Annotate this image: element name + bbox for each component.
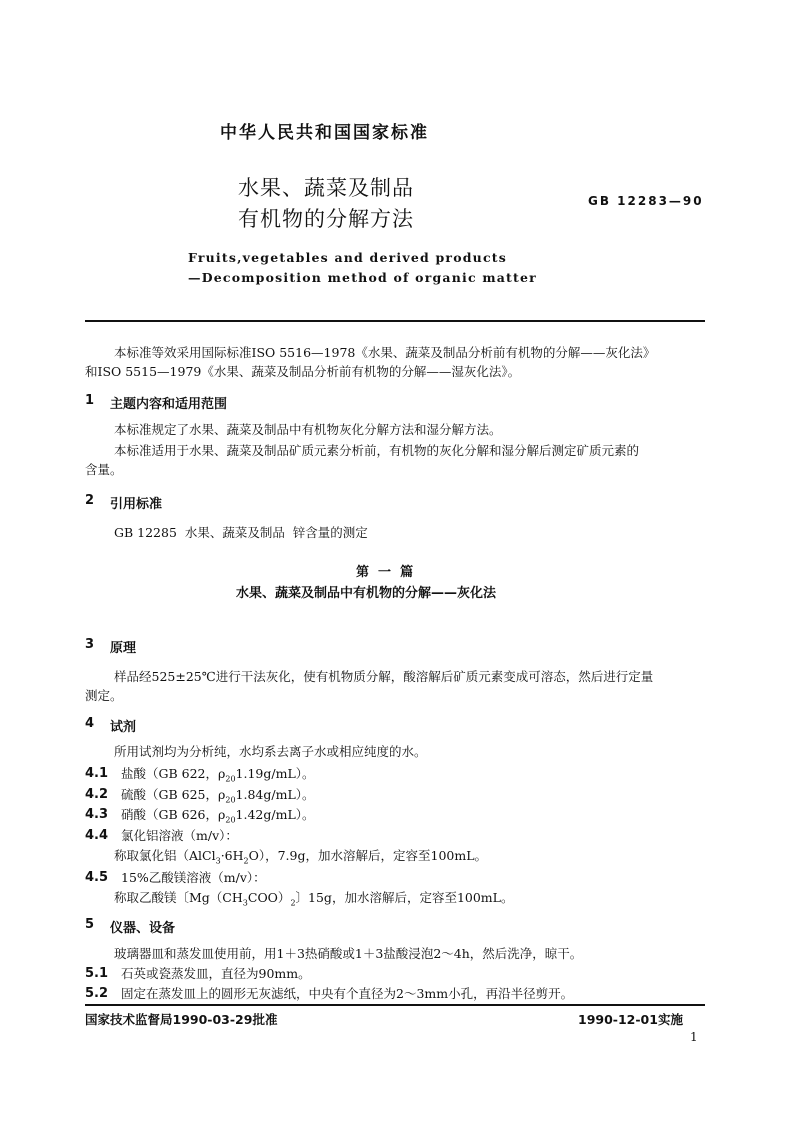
section-5-number: 5 <box>85 917 95 932</box>
page-number: 1 <box>690 1030 698 1044</box>
standard-code: GB 12283—90 <box>588 194 704 208</box>
section-5-intro: 玻璃器皿和蒸发皿使用前，用1＋3热硝酸或1＋3盐酸浸泡2～4h，然后洗净，晾干。 <box>114 946 583 961</box>
item-4-2-text: 硫酸（GB 625，$\rho_{20}1.84g/mL$）。 <box>121 787 315 805</box>
section-1-number: 1 <box>85 393 95 408</box>
intro-line-1: 本标准等效采用国际标准ISO 5516—1978《水果、蔬菜及制品分析前有机物的分解——灰化法》 <box>114 345 656 360</box>
section-4-intro: 所用试剂均为分析纯，水均系去离子水或相应纯度的水。 <box>114 744 427 759</box>
part-1-title: 水果、蔬菜及制品中有机物的分解——灰化法 <box>236 586 497 601</box>
item-4-3-text: 硝酸（GB 626，$\rho_{20}1.42g/mL$）。 <box>121 807 315 825</box>
section-1-para-2a: 本标准适用于水果、蔬菜及制品矿质元素分析前，有机物的灰化分解和湿分解后测定矿质元素的 <box>114 443 640 458</box>
item-5-2-text: 固定在蒸发皿上的圆形无灰滤纸，中央有个直径为2～3mm小孔，再沿半径剪开。 <box>121 986 574 1001</box>
item-4-4-text: 氯化铝溶液（m/v）： <box>121 828 238 843</box>
section-2-number: 2 <box>85 493 95 508</box>
section-3-number: 3 <box>85 637 95 652</box>
item-5-2-number: 5.2 <box>85 986 109 1001</box>
section-5-title: 仪器、设备 <box>110 921 176 936</box>
item-4-5-text: 15%乙酸镁溶液（m/v）： <box>121 870 266 885</box>
section-1-para-2b: 含量。 <box>85 462 123 477</box>
header-rule <box>85 320 705 322</box>
national-standard-heading: 中华人民共和国国家标准 <box>220 123 429 143</box>
footer-rule <box>85 1004 705 1006</box>
section-1-title: 主题内容和适用范围 <box>110 397 228 412</box>
section-3-para-a: 样品经525±25℃进行干法灰化，使有机物质分解，酸溶解后矿质元素变成可溶态，然后进行定量 <box>114 669 654 684</box>
item-5-1-number: 5.1 <box>85 966 109 981</box>
english-title-line-1: Fruits,vegetables and derived products <box>188 250 507 265</box>
section-4-title: 试剂 <box>110 720 137 735</box>
item-4-1-number: 4.1 <box>85 766 109 781</box>
item-5-1-text: 石英或瓷蒸发皿，直径为90mm。 <box>121 966 311 981</box>
section-3-para-b: 测定。 <box>85 688 123 703</box>
section-3-title: 原理 <box>110 641 137 656</box>
section-1-para-1: 本标准规定了水果、蔬菜及制品中有机物灰化分解方法和湿分解方法。 <box>114 422 502 437</box>
effective-date: 1990-12-01实施 <box>578 1012 683 1027</box>
part-1-label: 第 一 篇 <box>356 565 414 580</box>
section-2-title: 引用标准 <box>110 497 163 512</box>
section-2-reference: GB 12285 水果、蔬菜及制品 锌含量的测定 <box>114 525 368 540</box>
item-4-2-number: 4.2 <box>85 787 109 802</box>
approval-date: 国家技术监督局1990-03-29批准 <box>85 1012 278 1027</box>
item-4-1-text: 盐酸（GB 622，$\rho_{20}1.19g/mL$）。 <box>121 766 315 784</box>
title-line-2: 有机物的分解方法 <box>238 207 414 231</box>
english-title-line-2: —Decomposition method of organic matter <box>188 270 537 285</box>
item-4-4-detail: 称取氯化铝$(AlCl_3\cdot 6H_2O)$，7.9g，加水溶解后，定容至100mL。 <box>114 848 488 866</box>
intro-line-2: 和ISO 5515—1979《水果、蔬菜及制品分析前有机物的分解——湿灰化法》。 <box>85 364 521 379</box>
item-4-4-number: 4.4 <box>85 828 109 843</box>
item-4-5-detail: 称取乙酸镁〔$Mg(CH_3COO)_2$〕15g，加水溶解后，定容至100mL。 <box>114 890 514 908</box>
title-line-1: 水果、蔬菜及制品 <box>238 176 414 200</box>
section-4-number: 4 <box>85 716 95 731</box>
item-4-3-number: 4.3 <box>85 807 109 822</box>
item-4-5-number: 4.5 <box>85 870 109 885</box>
